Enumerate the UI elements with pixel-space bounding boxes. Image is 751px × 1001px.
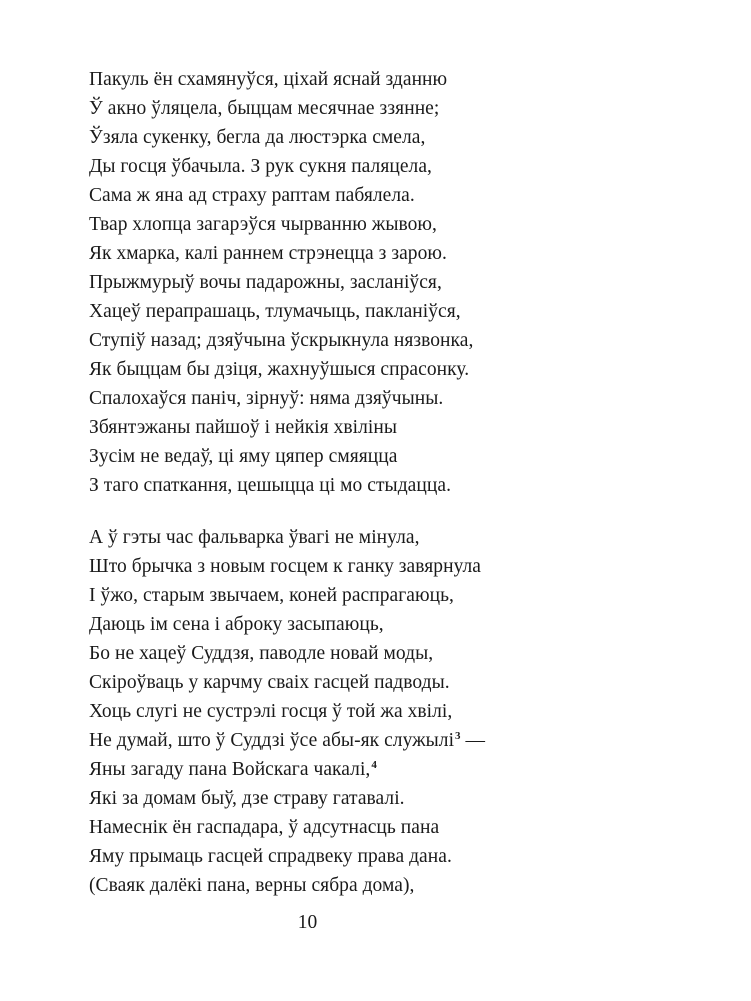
footnote-reference-3[interactable]: 3: [455, 730, 461, 742]
verse-line: Што брычка з новым госцем к ганку завярнула: [89, 556, 481, 577]
verse-line: Яму прымаць гасцей спрадвеку права дана.: [89, 846, 452, 867]
footnote-reference-4[interactable]: 4: [371, 759, 377, 771]
verse-line: Твар хлопца загарэўся чырванню жывою,: [89, 214, 437, 235]
verse-line: Скіроўваць у карчму сваіх гасцей падводы.: [89, 672, 450, 693]
verse-line-text: Не думай, што ў Суддзі ўсе абы-як служылі: [89, 730, 455, 751]
verse-line: Даюць ім сена і аброку засыпаюць,: [89, 614, 384, 635]
verse-line: Які за домам быў, дзе страву гатавалі.: [89, 788, 405, 809]
verse-line: Намеснік ён гаспадара, ў адсутнасць пана: [89, 817, 440, 838]
verse-line: Ў акно ўляцела, быццам месячнае ззянне;: [89, 98, 440, 119]
stanza-2: [89, 523, 485, 900]
verse-line-text: Яны загаду пана Войскага чакалі,: [89, 759, 371, 780]
verse-line: Спалохаўся паніч, зірнуў: няма дзяўчыны.: [89, 388, 444, 409]
verse-line: Збянтэжаны пайшоў і нейкія хвіліны: [89, 417, 398, 438]
verse-line-with-footnote: [89, 755, 485, 784]
verse-line: Прыжмурыў вочы падарожны, засланіўся,: [89, 272, 442, 293]
verse-line: Як хмарка, калі раннем стрэнецца з зарою.: [89, 243, 447, 264]
verse-line-dash: —: [460, 730, 486, 751]
verse-line: А ў гэты час фальварка ўвагі не мінула,: [89, 527, 420, 548]
verse-line: (Сваяк далёкі пана, верны сябра дома),: [89, 875, 415, 896]
page-number: 10: [297, 912, 318, 933]
verse-line: Хацеў перапрашаць, тлумачыць, пакланіўся,: [89, 301, 461, 322]
verse-line: Хоць слугі не сустрэлі госця ў той жа хвілі,: [89, 701, 453, 722]
stanza-1: [89, 65, 473, 500]
verse-line: Ступіў назад; дзяўчына ўскрыкнула нязвонка,: [89, 330, 474, 351]
verse-line: З таго спаткання, цешыцца ці мо стыдацца.: [89, 475, 451, 496]
verse-line: Сама ж яна ад страху раптам пабялела.: [89, 185, 415, 206]
verse-line-with-footnote: [89, 726, 485, 755]
verse-line: Зусім не ведаў, ці яму цяпер смяяцца: [89, 446, 398, 467]
verse-line: І ўжо, старым звычаем, коней распрагаюць,: [89, 585, 454, 606]
verse-line: Ды госця ўбачыла. З рук сукня паляцела,: [89, 156, 432, 177]
verse-line: Ўзяла сукенку, бегла да люстэрка смела,: [89, 127, 426, 148]
verse-line: Пакуль ён схамянуўся, ціхай яснай зданню: [89, 69, 448, 90]
verse-line: Бо не хацеў Суддзя, паводле новай моды,: [89, 643, 434, 664]
verse-line: Як быццам бы дзіця, жахнуўшыся спрасонку.: [89, 359, 470, 380]
